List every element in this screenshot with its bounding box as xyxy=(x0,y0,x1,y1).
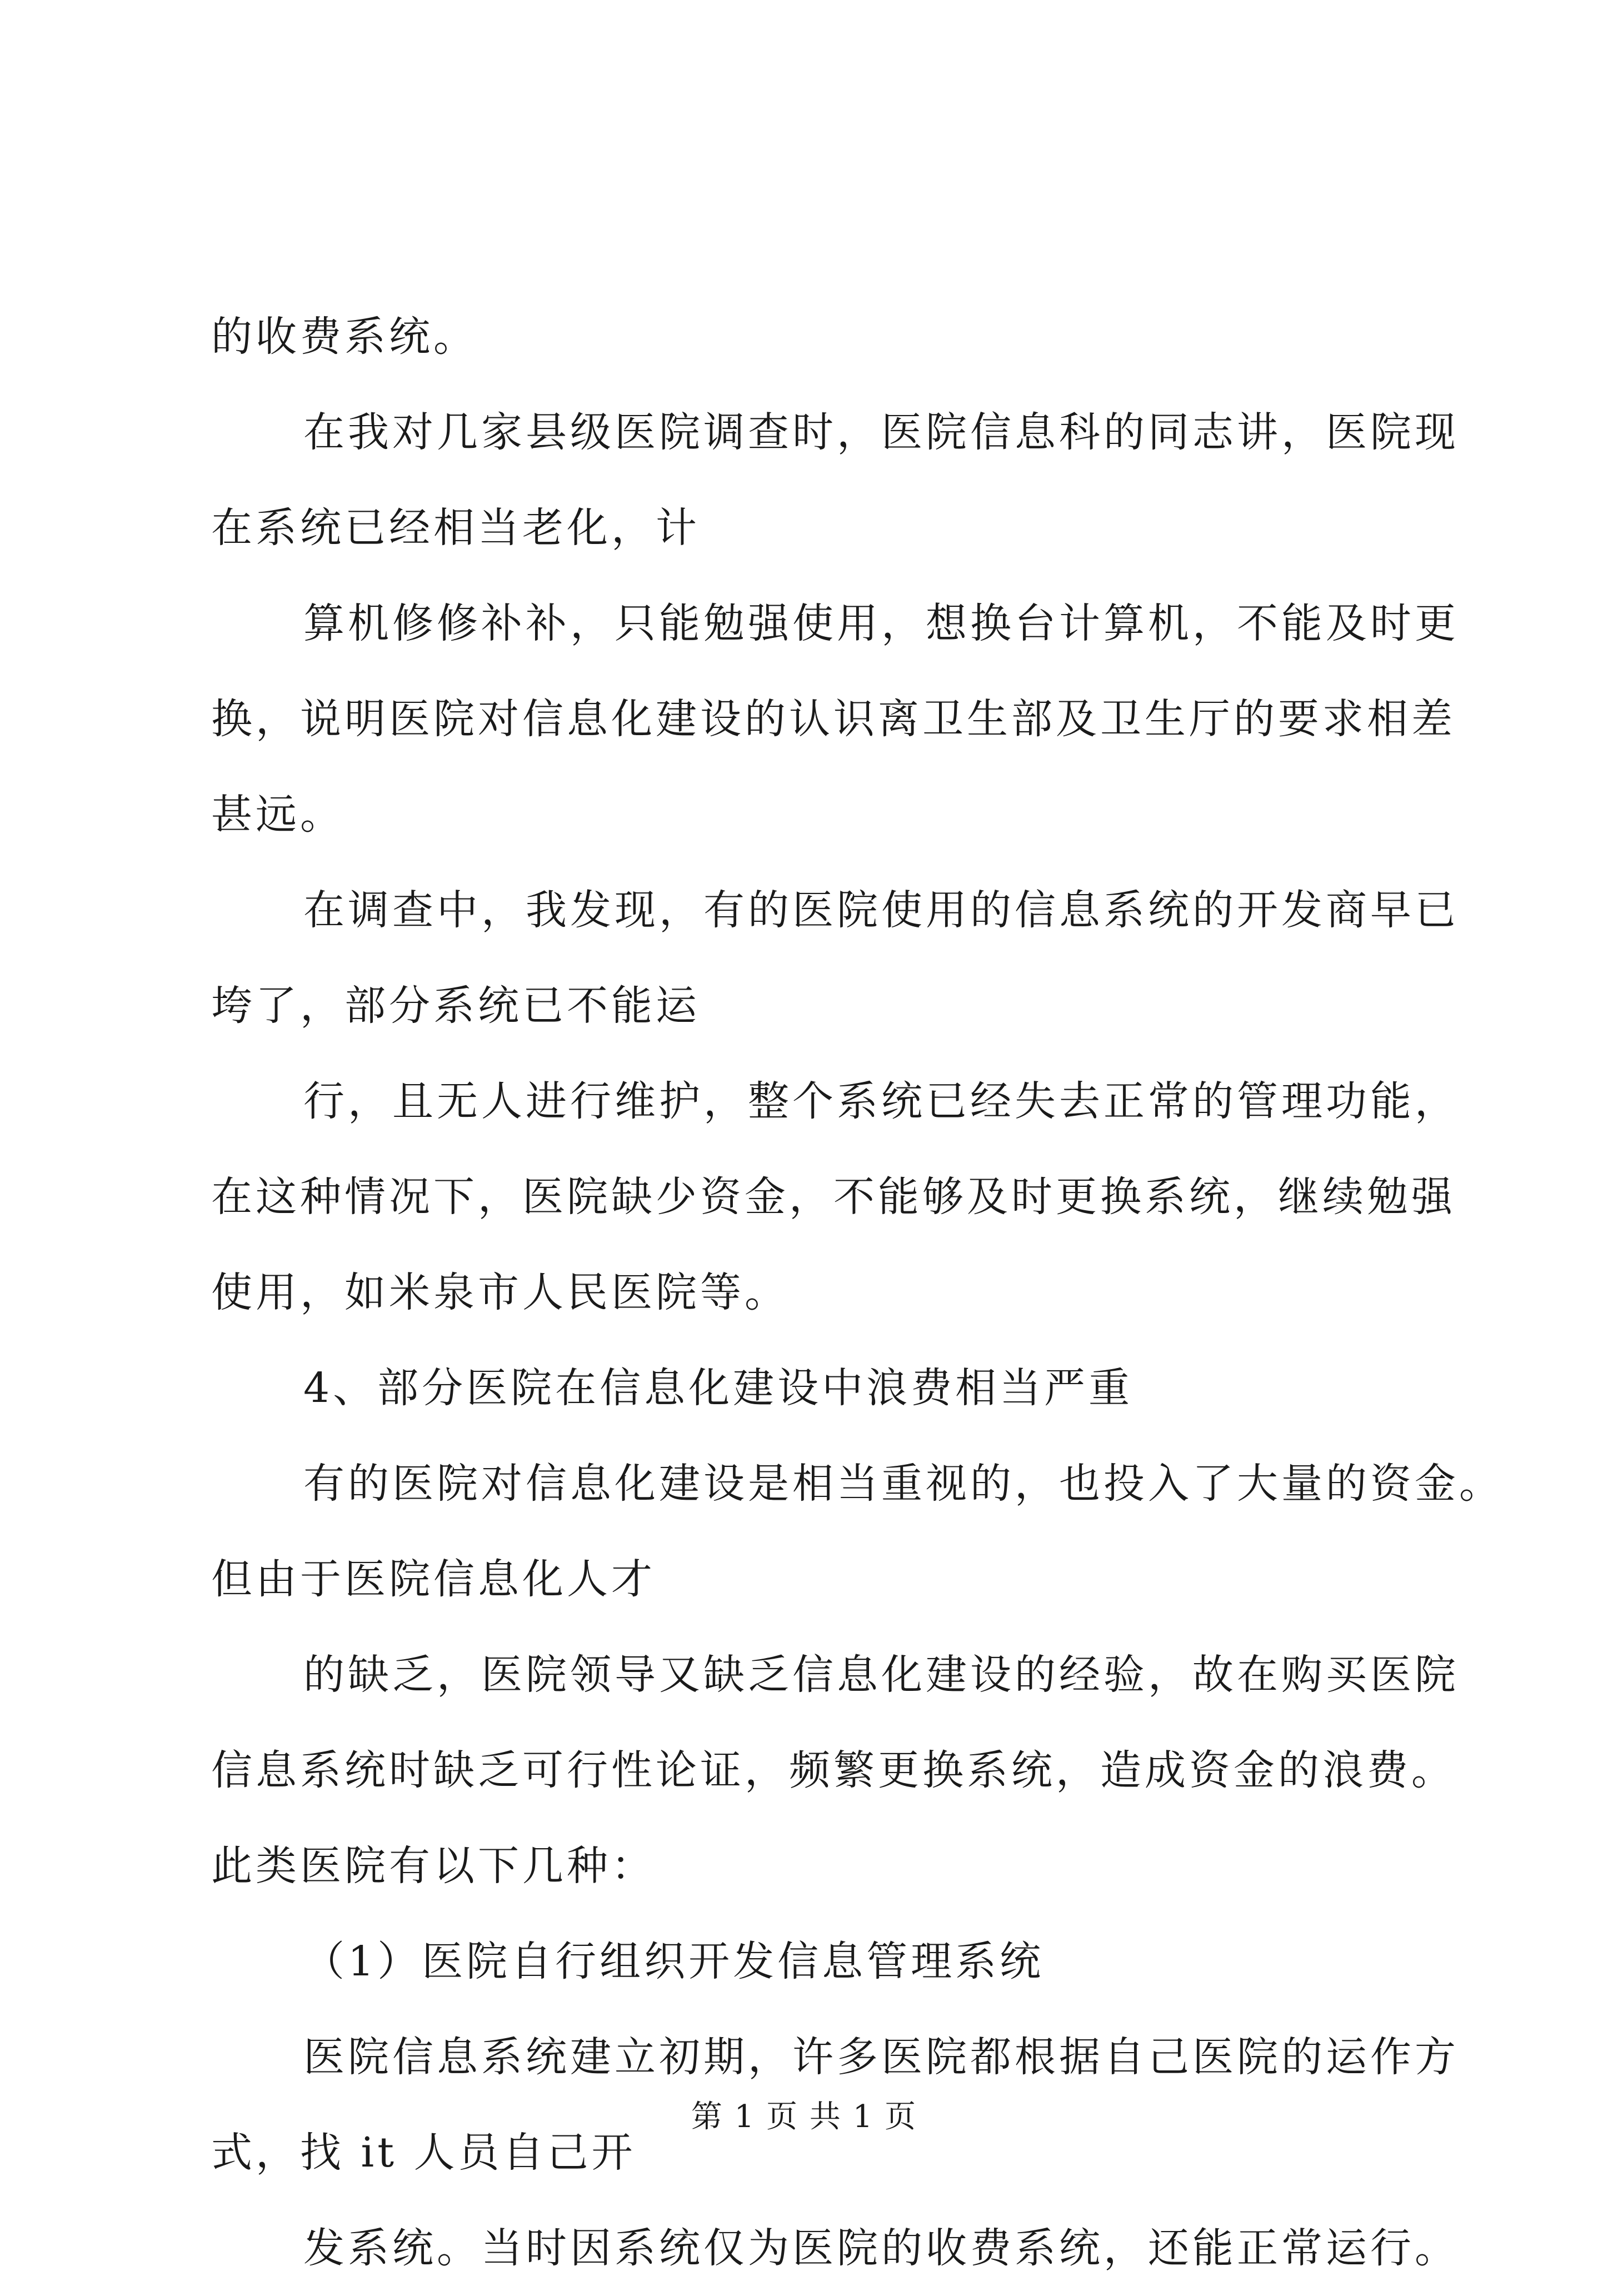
text-line: 有的医院对信息化建设是相当重视的，也投入了大量的资金。 xyxy=(303,1460,1504,1508)
page-footer: 第 1 页 共 1 页 xyxy=(691,2099,917,2135)
text-line: 式，找 it 人员自己开 xyxy=(211,2129,636,2177)
text-line: 行，且无人进行维护，整个系统已经失去正常的管理功能， xyxy=(303,1077,1459,1125)
text-line: 算机修修补补，只能勉强使用，想换台计算机，不能及时更 xyxy=(303,600,1459,647)
text-line: 的缺乏，医院领导又缺乏信息化建设的经验，故在购买医院 xyxy=(303,1651,1459,1699)
text-line: 在这种情况下，医院缺少资金，不能够及时更换系统，继续勉强 xyxy=(211,1173,1456,1221)
text-line: 但由于医院信息化人才 xyxy=(211,1555,656,1603)
section-heading: 4、部分医院在信息化建设中浪费相当严重 xyxy=(303,1364,1133,1412)
text-line: 垮了，部分系统已不能运 xyxy=(211,982,700,1030)
text-line: 的收费系统。 xyxy=(211,313,478,361)
text-line: 此类医院有以下几种： xyxy=(211,1842,656,1890)
text-line: 信息系统时缺乏可行性论证，频繁更换系统，造成资金的浪费。 xyxy=(211,1746,1456,1794)
text-line: 换，说明医院对信息化建设的认识离卫生部及卫生厅的要求相差 xyxy=(211,695,1456,743)
text-line: 在我对几家县级医院调查时，医院信息科的同志讲，医院现 xyxy=(303,408,1459,456)
text-line: 在调查中，我发现，有的医院使用的信息系统的开发商早已 xyxy=(303,886,1459,934)
subsection-heading: （1）医院自行组织开发信息管理系统 xyxy=(303,1938,1045,1985)
text-line: 在系统已经相当老化，计 xyxy=(211,504,700,552)
text-line: 甚远。 xyxy=(211,791,344,838)
text-line: 医院信息系统建立初期，许多医院都根据自己医院的运作方 xyxy=(303,2033,1459,2081)
text-line: 使用，如米泉市人民医院等。 xyxy=(211,1269,789,1316)
text-line: 发系统。当时因系统仅为医院的收费系统，还能正常运行。 xyxy=(303,2224,1459,2272)
document-body xyxy=(211,289,1504,2296)
